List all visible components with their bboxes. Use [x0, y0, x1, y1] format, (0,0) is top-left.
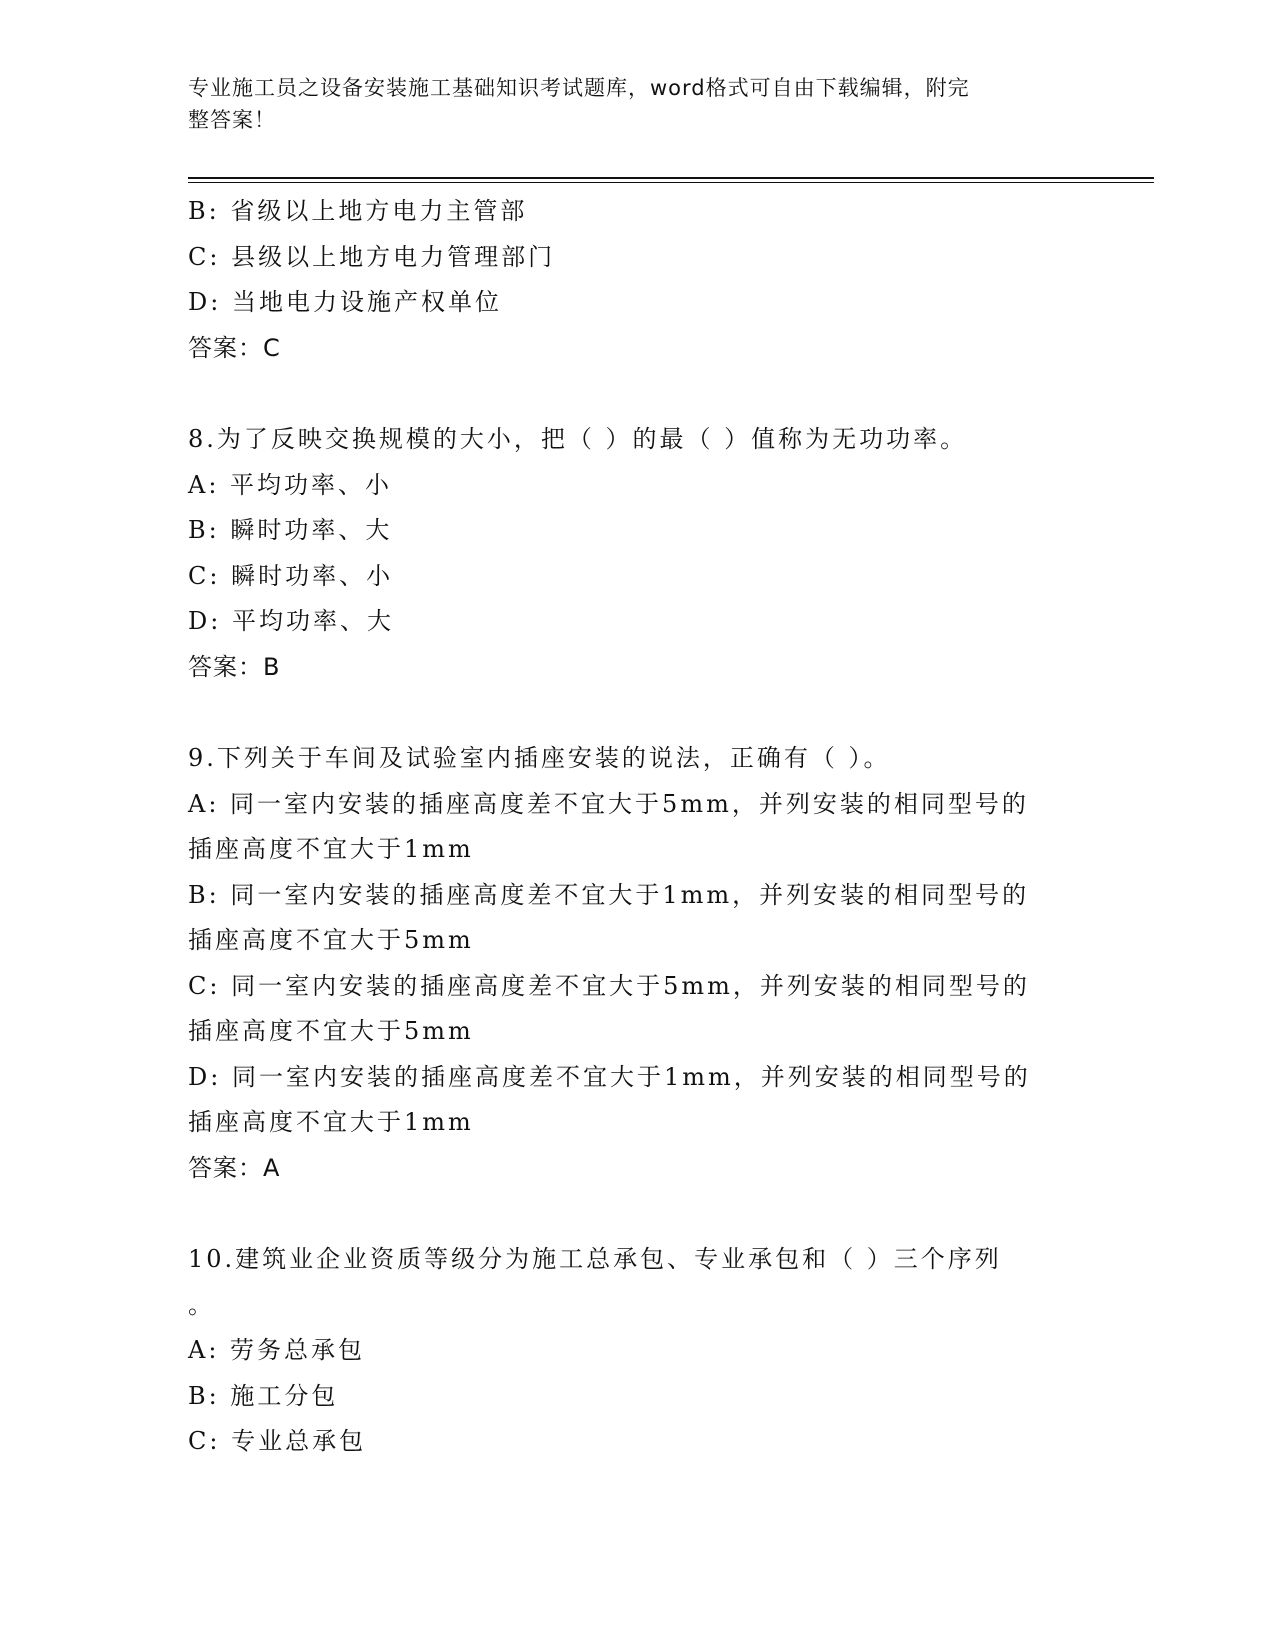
- option-c: C: 瞬时功率、小: [188, 561, 394, 590]
- question-stem-line-2: 。: [188, 1290, 215, 1319]
- question-stem: 8.为了反映交换规模的大小，把（ ）的最（ ）值称为无功功率。: [188, 425, 968, 453]
- option-b-line-2: 插座高度不宜大于5mm: [188, 926, 474, 954]
- option-b: B: 施工分包: [188, 1381, 339, 1410]
- option-d: D: 平均功率、大: [188, 607, 394, 635]
- spacer: [188, 1191, 1088, 1237]
- option-c: C: 专业总承包: [188, 1427, 367, 1455]
- option-a-line-2: 插座高度不宜大于1mm: [188, 835, 474, 863]
- option-b-line-1: B: 同一室内安装的插座高度差不宜大于1mm，并列安装的相同型号的: [188, 880, 1030, 909]
- question-10: [188, 1237, 1088, 1465]
- header-line-1: 专业施工员之设备安装施工基础知识考试题库，word格式可自由下载编辑，附完: [188, 76, 970, 100]
- answer-line: 答案：B: [188, 652, 281, 681]
- option-a: A: 平均功率、小: [188, 470, 393, 499]
- spacer: [188, 690, 1088, 736]
- option-d-line-1: D: 同一室内安装的插座高度差不宜大于1mm，并列安装的相同型号的: [188, 1062, 1031, 1091]
- option-d-line-2: 插座高度不宜大于1mm: [188, 1108, 474, 1136]
- question-stem: 9.下列关于车间及试验室内插座安装的说法，正确有（ ）。: [188, 744, 891, 772]
- option-c-line-1: C: 同一室内安装的插座高度差不宜大于5mm，并列安装的相同型号的: [188, 971, 1030, 1000]
- option-a-line-1: A: 同一室内安装的插座高度差不宜大于5mm，并列安装的相同型号的: [188, 789, 1029, 818]
- option-b: B: 省级以上地方电力主管部: [188, 197, 528, 225]
- option-b: B: 瞬时功率、大: [188, 516, 393, 544]
- question-8: [188, 417, 1088, 690]
- header-divider-thick: [188, 177, 1154, 179]
- question-9: [188, 736, 1088, 1191]
- option-c: C: 县级以上地方电力管理部门: [188, 242, 556, 271]
- option-d: D: 当地电力设施产权单位: [188, 288, 502, 316]
- answer-line: 答案：C: [188, 333, 281, 362]
- spacer: [188, 371, 1088, 417]
- question-7-continued: [188, 189, 1088, 371]
- header-divider-thin: [188, 182, 1154, 183]
- option-c-line-2: 插座高度不宜大于5mm: [188, 1017, 474, 1045]
- answer-line: 答案：A: [188, 1153, 281, 1182]
- question-list: [188, 189, 1088, 1465]
- header-line-2: 整答案！: [188, 108, 276, 132]
- option-a: A: 劳务总承包: [188, 1336, 366, 1364]
- question-stem-line-1: 10.建筑业企业资质等级分为施工总承包、专业承包和（ ）三个序列: [188, 1245, 1002, 1273]
- document-header: [188, 72, 1088, 136]
